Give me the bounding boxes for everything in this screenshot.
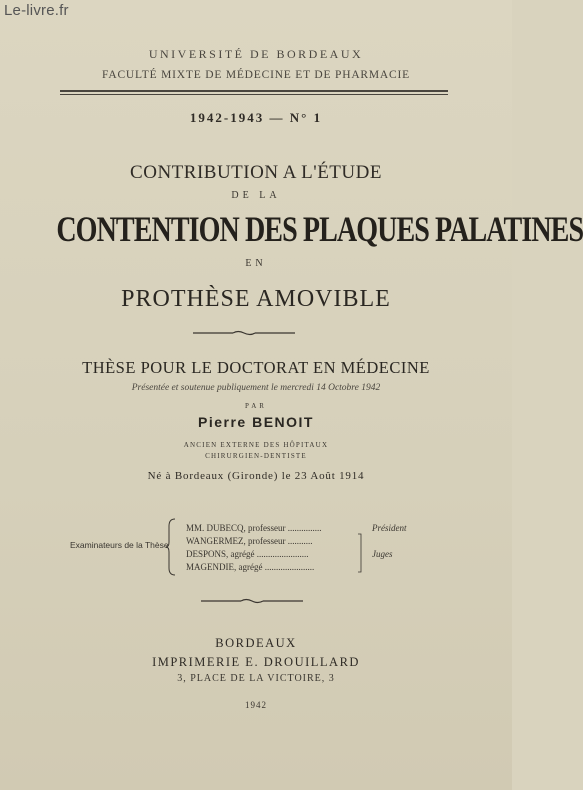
jury-member: DESPONS, agrégé .......................	[186, 549, 309, 559]
header-rule-thick	[60, 90, 448, 92]
imprint-year: 1942	[245, 700, 267, 710]
title-line-1: CONTRIBUTION A L'ÉTUDE	[130, 162, 382, 183]
judges-bracket	[358, 533, 364, 573]
university-name: UNIVERSITÉ DE BORDEAUX	[148, 47, 364, 61]
jury-member: MM. DUBECQ, professeur ...............	[186, 523, 322, 533]
judges-role: Juges	[372, 549, 393, 559]
title-main: CONTENTION DES PLAQUES PALATINES	[56, 209, 583, 249]
imprint-city: BORDEAUX	[215, 636, 297, 650]
imprint-printer: IMPRIMERIE E. DROUILLARD	[152, 655, 360, 669]
author-name: Pierre BENOIT	[198, 414, 314, 430]
title-line-5: PROTHÈSE AMOVIBLE	[121, 286, 391, 312]
president-role: Président	[372, 523, 407, 533]
thesis-number: 1942-1943 — N° 1	[189, 110, 323, 125]
by-label: PAR	[245, 402, 267, 410]
author-qualification-2: CHIRURGIEN-DENTISTE	[205, 452, 307, 460]
watermark: Le-livre.fr	[4, 2, 69, 19]
imprint-address: 3, PLACE DE LA VICTOIRE, 3	[177, 673, 335, 684]
author-qualification-1: ANCIEN EXTERNE DES HÔPITAUX	[183, 441, 329, 449]
ornamental-rule	[193, 330, 295, 336]
title-line-2: DE LA	[231, 190, 281, 201]
jury-brace	[165, 518, 177, 576]
jury-label: Examinateurs de la Thèse	[70, 540, 169, 550]
title-line-4: EN	[245, 258, 267, 269]
ornamental-rule	[201, 598, 303, 604]
thesis-heading: THÈSE POUR LE DOCTORAT EN MÉDECINE	[82, 358, 430, 377]
jury-member: MAGENDIE, agrégé ......................	[186, 562, 315, 572]
defense-date: Présentée et soutenue publiquement le mercredi 14 Octobre 1942	[131, 383, 381, 393]
jury-member: WANGERMEZ, professeur ...........	[186, 536, 313, 546]
faculty-name: FACULTÉ MIXTE DE MÉDECINE ET DE PHARMACIE	[102, 69, 410, 81]
header-rule-thin	[60, 94, 448, 95]
birth-info: Né à Bordeaux (Gironde) le 23 Août 1914	[147, 470, 365, 482]
